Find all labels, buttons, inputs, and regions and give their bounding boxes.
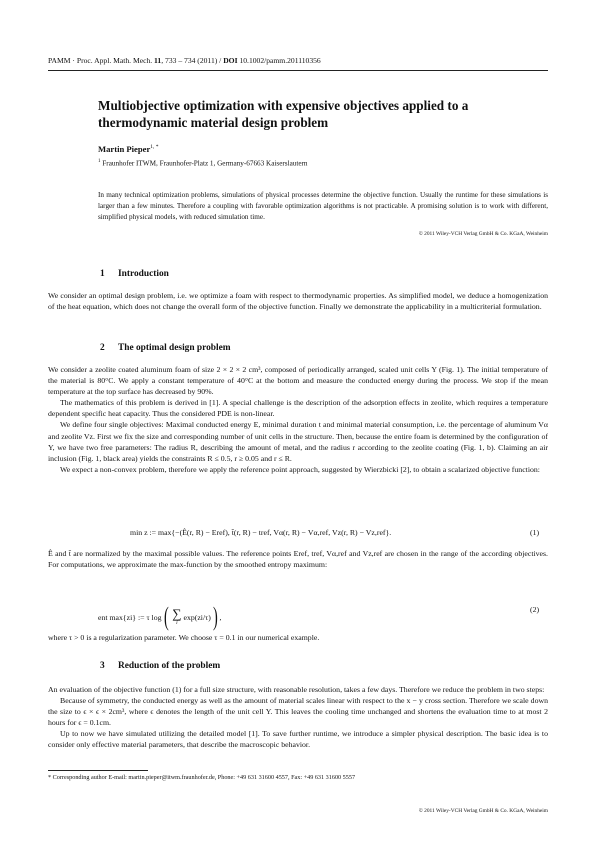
paragraph: We consider an optimal design problem, i.e. we optimize a foam with respect to thermodynamic properties. As simplified model, we deduce a homogenization of the heat equation, which does not change the overall form of the objective function. Finally we demonstrate the applicability in a multicriterial formulation. <box>48 291 548 312</box>
section-number: 2 <box>100 343 105 353</box>
paper-title: Multiobjective optimization with expensive objectives applied to a thermodynamic material design problem <box>98 98 469 130</box>
author-name: Martin Pieper <box>98 144 151 154</box>
journal-name: PAMM · Proc. Appl. Math. Mech. <box>48 56 153 65</box>
paragraph: We consider a zeolite coated aluminum foam of size 2 × 2 × 2 cm³, composed of periodically arranged, scaled unit cells Y (Fig. 1). The initial temperature of the material is 80°C. We apply a constant temperature of 40°C at the bottom and measure the conducted energy during the process. We stop if the mean temperature at the top surface has decreased by 90%. <box>48 365 548 397</box>
section-number: 1 <box>100 269 105 279</box>
paragraph: An evaluation of the objective function (1) for a full size structure, with reasonable resolution, takes a few days. Therefore we reduce the problem in two steps: <box>48 685 545 694</box>
paragraph: We define four single objectives: Maximal conducted energy E, minimal duration t and minimal material consumption, i.e. the percentage of aluminum Vα and zeolite Vz. First we fix the size and corresponding number of unit cells in the structure. Then, because the entire foam is determined by the configuration of Y, we have two free parameters: The radius R, describing the amount of metal, and the radius r according to the zeolite coating (Fig. 1, b). Claiming an air inclusion (Fig. 1, black area) yields the constraints R ≤ 0.5, r ≥ 0.05 and r ≤ R. <box>48 420 548 463</box>
abstract-copyright: © 2011 Wiley-VCH Verlag GmbH & Co. KGaA, Weinheim <box>418 231 548 237</box>
affiliation-mark: 1 <box>98 159 101 164</box>
section-title: The optimal design problem <box>118 343 231 353</box>
equation-2 <box>98 604 222 630</box>
footer-copyright: © 2011 Wiley-VCH Verlag GmbH & Co. KGaA, Weinheim <box>418 808 548 814</box>
section-heading-2 <box>100 343 231 353</box>
affiliation-text: Fraunhofer ITWM, Fraunhofer-Platz 1, Germany-67663 Kaiserslautern <box>100 159 308 168</box>
reduction-text <box>48 684 548 751</box>
paragraph: Because of symmetry, the conducted energy as well as the amount of material scales linear with respect to the x − y cross section. Therefore we scale down the size to ϵ × ϵ × 2cm³, where ϵ denotes the length of the unit cell Y. This leaves the cooling time unchanged and shortens the evaluation time to at most 2 hours for ϵ = 0.1cm. <box>48 696 548 728</box>
doi-value: 10.1002/pamm.201110356 <box>237 56 321 65</box>
journal-header <box>48 56 548 65</box>
section-heading-1 <box>100 269 169 279</box>
author-line <box>98 144 159 154</box>
paragraph: Ê and t̂ are normalized by the maximal possible values. The reference points Eref, tref, Vα,ref and Vz,ref are chosen in the range of the according objectives. For computations, we approximate the max-function by the smoothed entropy maximum: <box>48 549 548 570</box>
sum-index: i <box>176 620 178 626</box>
doi-label: DOI <box>223 56 238 65</box>
section-title: Introduction <box>118 269 169 279</box>
paragraph: We expect a non-convex problem, therefore we apply the reference point approach, suggested by Wierzbicki [2], to obtain a scalarized objective function: <box>60 464 540 474</box>
abstract: In many technical optimization problems, simulations of physical processes determine the objective function. Usually the runtime for these simulations is larger than a few minutes. Therefore a coupling with favorable optimization algorithms is not practicable. A promising solution is to work with different, simplified physical models, with reduced simulation time. <box>98 191 548 221</box>
equation-2-number: (2) <box>530 605 540 614</box>
paragraph: where τ > 0 is a regularization parameter. We choose τ = 0.1 in our numerical example. <box>48 633 320 642</box>
section-heading-3 <box>100 661 220 671</box>
introduction-text <box>48 290 548 312</box>
regularization-text <box>48 632 548 643</box>
journal-volume: 11 <box>154 56 162 65</box>
left-paren: ( <box>163 602 169 631</box>
journal-pages: , 733 – 734 (2011) / <box>161 56 224 65</box>
sum-operator <box>172 608 181 626</box>
affiliation <box>98 159 308 167</box>
footnote-rule <box>48 770 148 771</box>
corresponding-author-footnote: * Corresponding author E-mail: martin.pieper@itwm.fraunhofer.de, Phone: +49 631 31600 4557, Fax: +49 631 31600 5557 <box>48 774 356 781</box>
equation-2-term: exp(zi/τ) <box>183 612 211 622</box>
normalization-text <box>48 548 548 570</box>
author-marks: 1, * <box>150 144 159 151</box>
paragraph: The mathematics of this problem is derived in [1]. A special challenge is the description of the adsorption effects in zeolite, which requires a temperature dependent specific heat capacity. Thus the considered PDE is non-linear. <box>48 398 548 419</box>
section-number: 3 <box>100 661 105 671</box>
section-title: Reduction of the problem <box>118 661 221 671</box>
equation-1: min z := max{−(Ê(r, R) − Eref), t̂(r, R) − tref, Vα(r, R) − Vα,ref, Vz(r, R) − Vz,ref}. <box>130 528 392 537</box>
design-problem-text <box>48 364 548 475</box>
equation-2-lhs: ent max{zi} := τ log <box>98 612 162 622</box>
paragraph: Up to now we have simulated utilizing the detailed model [1]. To save further runtime, we introduce a simpler physical description. The basic idea is to consider only effective material parameters, that describe the macroscopic behavior. <box>48 729 548 750</box>
right-paren: ) <box>212 602 218 631</box>
sum-symbol: ∑ <box>172 606 182 621</box>
equation-1-number: (1) <box>530 528 540 537</box>
header-rule <box>48 70 548 71</box>
equation-2-tail: , <box>219 612 222 622</box>
